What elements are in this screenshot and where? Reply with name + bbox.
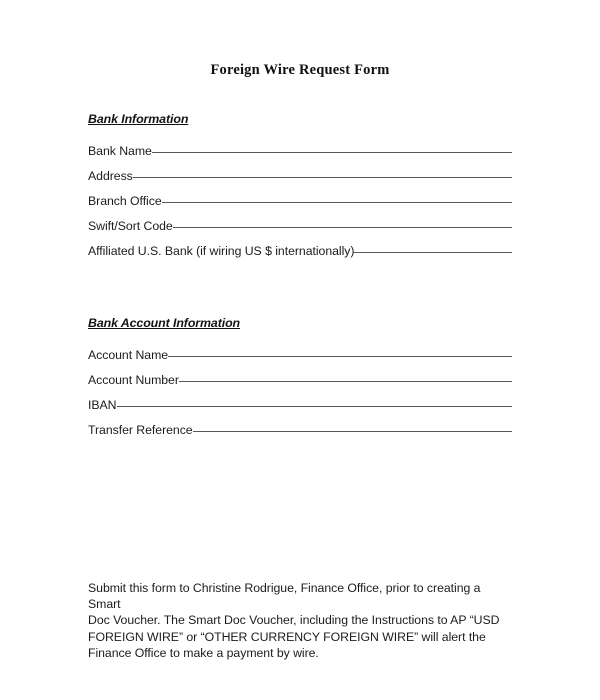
- field-list: [88, 348, 512, 448]
- field-label: Swift/Sort Code: [88, 219, 173, 233]
- section-bank-account-information: [88, 314, 512, 448]
- form-body: [88, 110, 512, 448]
- form-field-account-number[interactable]: [88, 373, 512, 398]
- page-title: Foreign Wire Request Form: [210, 62, 390, 78]
- form-field-affiliated-us-bank[interactable]: [88, 244, 512, 269]
- field-blank-rule[interactable]: [117, 406, 512, 407]
- section-bank-information: [88, 110, 512, 269]
- field-blank-rule[interactable]: [193, 431, 512, 432]
- form-field-swift-sort-code[interactable]: [88, 219, 512, 244]
- instruction-line: Doc Voucher. The Smart Doc Voucher, including the Instructions to AP “USD: [88, 613, 500, 628]
- field-blank-rule[interactable]: [354, 252, 512, 253]
- form-field-account-name[interactable]: [88, 348, 512, 373]
- submission-instructions: [88, 580, 508, 661]
- instruction-line: FOREIGN WIRE” or “OTHER CURRENCY FOREIGN WIRE” will alert the: [88, 629, 486, 644]
- section-heading: Bank Information: [88, 112, 189, 126]
- field-blank-rule[interactable]: [168, 356, 512, 357]
- field-blank-rule[interactable]: [173, 227, 512, 228]
- field-blank-rule[interactable]: [179, 381, 512, 382]
- field-blank-rule[interactable]: [133, 177, 512, 178]
- form-field-address[interactable]: [88, 169, 512, 194]
- instruction-line: Submit this form to Christine Rodrigue, Finance Office, prior to creating a Smart: [88, 581, 481, 612]
- field-label: Branch Office: [88, 194, 162, 208]
- field-label: Transfer Reference: [88, 423, 193, 437]
- field-label: IBAN: [88, 398, 117, 412]
- section-heading: Bank Account Information: [88, 316, 241, 330]
- form-field-transfer-reference[interactable]: [88, 423, 512, 448]
- form-field-iban[interactable]: [88, 398, 512, 423]
- field-label: Bank Name: [88, 144, 152, 158]
- instruction-line: Finance Office to make a payment by wire.: [88, 645, 319, 660]
- field-blank-rule[interactable]: [162, 202, 512, 203]
- form-field-branch-office[interactable]: [88, 194, 512, 219]
- field-label: Address: [88, 169, 133, 183]
- field-label: Affiliated U.S. Bank (if wiring US $ internationally): [88, 244, 355, 258]
- field-blank-rule[interactable]: [152, 152, 512, 153]
- field-label: Account Number: [88, 373, 179, 387]
- field-label: Account Name: [88, 348, 169, 362]
- field-list: [88, 144, 512, 269]
- form-field-bank-name[interactable]: [88, 144, 512, 169]
